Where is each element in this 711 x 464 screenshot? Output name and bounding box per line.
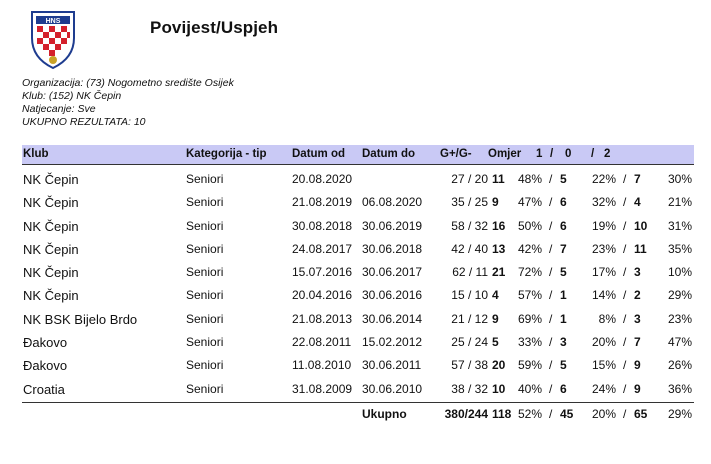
cell-draws-pct: 19% [591,218,616,233]
table-row [22,331,694,354]
cell-losses-pct: 29% [667,288,692,303]
cell-wins: 21 [492,265,506,280]
cell-goals: 35 / 25 [451,195,488,210]
meta-natjecanje: Natjecanje: Sve [22,103,96,115]
cell-kategorija: Seniori [186,195,224,210]
total-label: Ukupno [362,407,407,421]
cell-losses: 9 [634,381,641,396]
cell-datum-od: 21.08.2019 [292,195,353,210]
cell-wins: 4 [492,288,499,303]
cell-klub: NK Čepin [23,218,79,234]
total-draws: 45 [560,407,574,421]
cell-draws-pct: 24% [591,381,616,396]
cell-kategorija: Seniori [186,381,224,396]
cell-draws: 1 [560,288,567,303]
table-row [22,378,694,401]
hns-logo [28,8,78,70]
cell-datum-do: 15.02.2012 [362,335,423,350]
cell-goals: 15 / 10 [451,288,488,303]
col-pobjede: 1 [536,148,543,160]
report-meta [22,77,234,129]
cell-goals: 27 / 20 [451,172,488,186]
cell-losses: 3 [634,265,641,280]
col-datum-od: Datum od [292,148,346,160]
meta-organizacija: Organizacija: (73) Nogometno središte Osijek [22,77,234,89]
cell-draws: 5 [560,172,567,186]
col-datum-do: Datum do [362,148,416,160]
total-losses-pct: 29% [667,407,692,421]
cell-goals: 21 / 12 [451,311,488,326]
table-row [22,354,694,377]
cell-datum-do: 30.06.2011 [362,358,422,373]
cell-sep-2: / [623,172,627,186]
cell-datum-do: 06.08.2020 [362,195,423,210]
cell-sep-2: / [623,218,627,233]
cell-sep-1: / [549,288,553,303]
cell-sep-1: / [549,218,553,233]
col-sep-2: / [591,148,595,160]
cell-kategorija: Seniori [186,288,224,303]
cell-sep-1: / [549,265,553,280]
cell-wins: 20 [492,358,506,373]
cell-draws: 7 [560,241,567,256]
cell-datum-od: 21.08.2013 [292,311,353,326]
meta-klub: Klub: (152) NK Čepin [22,90,122,102]
cell-draws: 5 [560,265,567,280]
col-nerijeseno: 0 [565,148,572,160]
cell-sep-1: / [549,358,553,373]
cell-klub: NK Čepin [23,195,79,211]
cell-draws: 6 [560,381,567,396]
cell-losses-pct: 36% [667,381,692,396]
cell-losses: 4 [634,195,641,210]
cell-sep-1: / [549,335,553,350]
cell-wins-pct: 40% [517,381,542,396]
page-title: Povijest/Uspjeh [150,18,279,37]
total-draws-pct: 20% [591,407,616,421]
cell-draws-pct: 8% [598,311,616,326]
cell-sep-1: / [549,241,553,256]
cell-goals: 38 / 32 [451,381,488,396]
cell-losses-pct: 30% [667,172,692,186]
cell-datum-od: 20.04.2016 [292,288,353,303]
cell-wins: 9 [492,311,499,326]
col-kategorija: Kategorija - tip [186,148,267,160]
cell-losses-pct: 10% [667,265,692,280]
cell-losses-pct: 21% [667,195,692,210]
cell-sep-2: / [623,335,627,350]
table-row [22,261,694,284]
cell-klub: NK Čepin [23,265,79,281]
cell-losses: 11 [634,241,647,256]
cell-kategorija: Seniori [186,311,224,326]
cell-klub: Croatia [23,381,65,397]
table-row [22,168,694,191]
cell-draws: 3 [560,335,567,350]
table-header [22,145,694,165]
cell-draws-pct: 14% [591,288,616,303]
cell-klub: NK Čepin [23,241,79,257]
cell-wins: 9 [492,195,499,210]
cell-losses-pct: 26% [667,358,692,373]
cell-goals: 62 / 11 [452,265,488,280]
logo-text: HNS [45,18,61,25]
cell-draws: 6 [560,218,567,233]
cell-datum-od: 15.07.2016 [292,265,353,280]
cell-draws-pct: 32% [591,195,616,210]
cell-wins-pct: 69% [517,311,542,326]
cell-kategorija: Seniori [186,218,224,233]
col-klub: Klub [23,148,49,160]
cell-wins: 5 [492,335,499,350]
cell-kategorija: Seniori [186,335,224,350]
cell-kategorija: Seniori [186,241,224,256]
cell-datum-od: 20.08.2020 [292,172,353,186]
cell-wins: 16 [492,218,506,233]
total-sep-1: / [549,407,553,421]
cell-wins-pct: 57% [517,288,542,303]
cell-datum-od: 31.08.2009 [292,381,353,396]
cell-sep-2: / [623,265,627,280]
cell-kategorija: Seniori [186,358,224,373]
cell-sep-1: / [549,311,553,326]
cell-datum-do: 30.06.2016 [362,288,423,303]
cell-datum-od: 24.08.2017 [292,241,353,256]
cell-losses-pct: 47% [667,335,692,350]
cell-datum-do: 30.06.2019 [362,218,423,233]
cell-goals: 58 / 32 [451,218,488,233]
cell-losses: 7 [634,172,641,186]
cell-wins-pct: 59% [517,358,542,373]
cell-sep-2: / [623,381,627,396]
cell-losses-pct: 31% [667,218,692,233]
cell-sep-2: / [623,358,627,373]
cell-goals: 42 / 40 [451,241,488,256]
cell-klub: NK Čepin [23,172,79,187]
cell-wins-pct: 42% [517,241,542,256]
cell-draws-pct: 17% [591,265,616,280]
cell-losses: 7 [634,335,641,350]
total-goals: 380/244 [444,407,488,421]
cell-losses-pct: 23% [667,311,692,326]
total-sep-2: / [623,407,627,421]
cell-draws: 6 [560,195,567,210]
cell-datum-do: 30.06.2010 [362,381,423,396]
cell-datum-do: 30.06.2017 [362,265,423,280]
cell-wins: 11 [492,172,505,186]
cell-draws-pct: 22% [591,172,616,186]
cell-wins-pct: 33% [517,335,542,350]
cell-draws: 5 [560,358,567,373]
total-row [22,403,694,425]
cell-losses: 9 [634,358,641,373]
table-body [22,168,694,401]
cell-datum-od: 30.08.2018 [292,218,353,233]
total-losses: 65 [634,407,648,421]
cell-klub: NK Čepin [23,288,79,304]
col-sep-1: / [550,148,554,160]
cell-draws-pct: 23% [591,241,616,256]
cell-sep-1: / [549,381,553,396]
table-row [22,308,694,331]
table-row [22,215,694,238]
cell-sep-1: / [549,195,553,210]
cell-datum-do: 30.06.2014 [362,311,423,326]
cell-datum-od: 11.08.2010 [292,358,352,373]
col-porazi: 2 [604,148,611,160]
table-row [22,238,694,261]
cell-draws-pct: 15% [591,358,616,373]
cell-wins-pct: 50% [517,218,542,233]
total-wins-pct: 52% [517,407,542,421]
cell-datum-do: 30.06.2018 [362,241,423,256]
table-row [22,191,694,214]
cell-kategorija: Seniori [186,265,224,280]
cell-datum-od: 22.08.2011 [292,335,352,350]
cell-losses-pct: 35% [667,241,692,256]
cell-goals: 25 / 24 [451,335,488,350]
cell-wins-pct: 47% [517,195,542,210]
cell-kategorija: Seniori [186,172,224,186]
cell-sep-2: / [623,288,627,303]
cell-sep-1: / [549,172,553,186]
table-row [22,284,694,307]
cell-wins: 10 [492,381,506,396]
cell-wins: 13 [492,241,506,256]
cell-sep-2: / [623,241,627,256]
total-wins: 118 [492,407,512,421]
col-goals: G+/G- [440,148,472,160]
cell-wins-pct: 72% [517,265,542,280]
cell-wins-pct: 48% [517,172,542,186]
cell-klub: NK BSK Bijelo Brdo [23,311,138,327]
cell-draws-pct: 20% [591,335,616,350]
cell-draws: 1 [560,311,567,326]
meta-ukupno: UKUPNO REZULTATA: 10 [22,116,146,128]
cell-sep-2: / [623,311,627,326]
cell-losses: 2 [634,288,641,303]
col-omjer: Omjer [488,148,522,160]
cell-goals: 57 / 38 [451,358,488,373]
cell-losses: 3 [634,311,641,326]
cell-losses: 10 [634,218,648,233]
cell-klub: Đakovo [23,335,68,351]
cell-sep-2: / [623,195,627,210]
cell-klub: Đakovo [23,358,68,374]
